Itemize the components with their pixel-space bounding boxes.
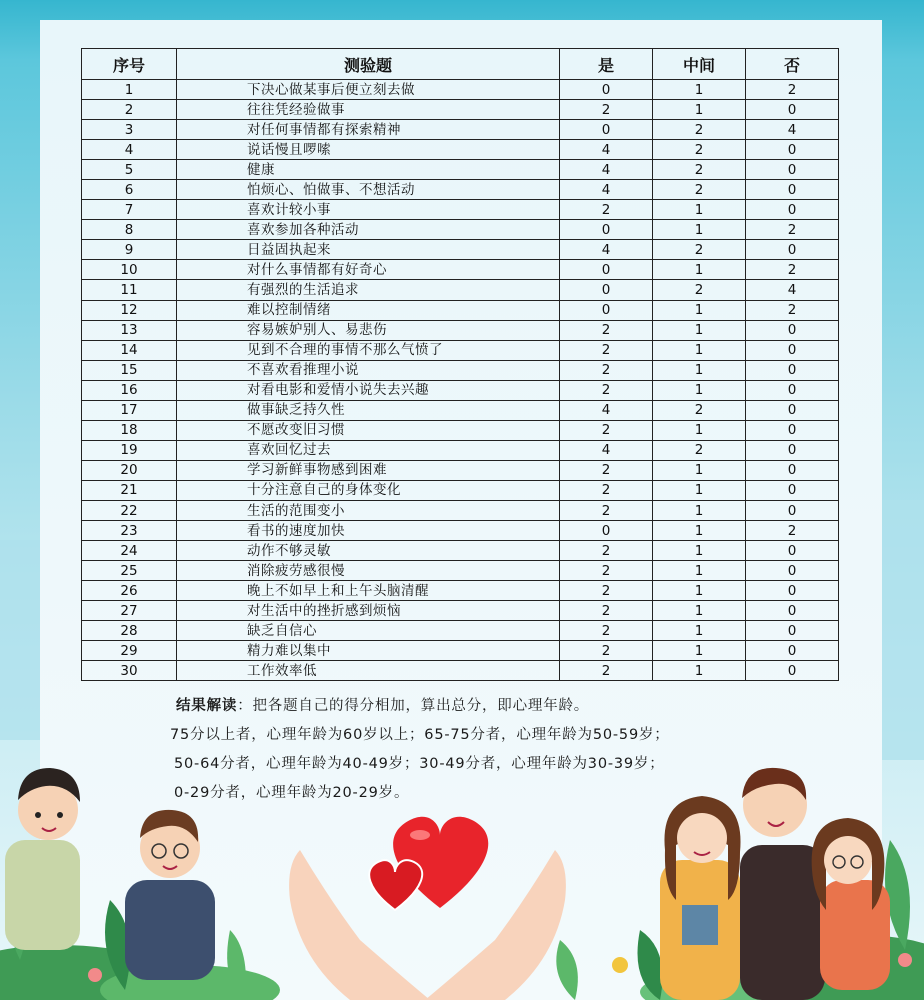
cell-number: 30 <box>82 661 177 681</box>
cell-yes: 2 <box>560 460 653 480</box>
result-line-1 <box>176 692 796 721</box>
cell-yes: 2 <box>560 200 653 220</box>
table-row <box>82 440 839 460</box>
cell-middle: 1 <box>653 360 746 380</box>
cell-question: 不愿改变旧习惯 <box>177 420 560 440</box>
cell-question: 不喜欢看推理小说 <box>177 360 560 380</box>
cell-yes: 2 <box>560 340 653 360</box>
cell-number: 1 <box>82 80 177 100</box>
table-row <box>82 220 839 240</box>
table-row <box>82 300 839 320</box>
cell-number: 20 <box>82 460 177 480</box>
cell-question: 怕烦心、怕做事、不想活动 <box>177 180 560 200</box>
table-row <box>82 380 839 400</box>
cell-middle: 1 <box>653 320 746 340</box>
table-row <box>82 100 839 120</box>
cell-middle: 1 <box>653 200 746 220</box>
cell-middle: 1 <box>653 621 746 641</box>
cell-yes: 4 <box>560 160 653 180</box>
cell-question: 学习新鲜事物感到困难 <box>177 460 560 480</box>
header-middle: 中间 <box>653 49 746 80</box>
cell-middle: 1 <box>653 460 746 480</box>
cell-yes: 4 <box>560 400 653 420</box>
result-label: 结果解读 <box>176 698 238 714</box>
cell-question: 生活的范围变小 <box>177 500 560 520</box>
cell-middle: 2 <box>653 400 746 420</box>
table-row <box>82 240 839 260</box>
cell-middle: 2 <box>653 180 746 200</box>
cell-no: 0 <box>746 180 839 200</box>
cell-yes: 2 <box>560 641 653 661</box>
result-line-3: 50-64分者，心理年龄为40-49岁；30-49分者，心理年龄为30-39岁； <box>174 756 665 772</box>
cell-no: 0 <box>746 320 839 340</box>
cell-question: 消除疲劳感很慢 <box>177 561 560 581</box>
cell-middle: 1 <box>653 260 746 280</box>
cell-no: 2 <box>746 260 839 280</box>
cell-no: 0 <box>746 200 839 220</box>
cell-yes: 2 <box>560 561 653 581</box>
cell-yes: 4 <box>560 140 653 160</box>
table-row <box>82 521 839 541</box>
cell-question: 对什么事情都有好奇心 <box>177 260 560 280</box>
cell-question: 日益固执起来 <box>177 240 560 260</box>
table-row <box>82 160 839 180</box>
cell-question: 喜欢计较小事 <box>177 200 560 220</box>
cell-number: 14 <box>82 340 177 360</box>
cell-number: 9 <box>82 240 177 260</box>
cell-yes: 2 <box>560 100 653 120</box>
cell-middle: 2 <box>653 240 746 260</box>
cell-middle: 1 <box>653 601 746 621</box>
cell-number: 26 <box>82 581 177 601</box>
cell-question: 看书的速度加快 <box>177 521 560 541</box>
cell-yes: 0 <box>560 300 653 320</box>
header-no: 否 <box>746 49 839 80</box>
cell-yes: 2 <box>560 320 653 340</box>
cell-question: 难以控制情绪 <box>177 300 560 320</box>
cell-no: 0 <box>746 400 839 420</box>
table-row <box>82 460 839 480</box>
cell-yes: 2 <box>560 601 653 621</box>
cell-no: 0 <box>746 420 839 440</box>
cell-middle: 1 <box>653 541 746 561</box>
cell-middle: 1 <box>653 561 746 581</box>
cell-number: 13 <box>82 320 177 340</box>
cell-number: 7 <box>82 200 177 220</box>
cell-yes: 2 <box>560 621 653 641</box>
cell-number: 29 <box>82 641 177 661</box>
cell-yes: 2 <box>560 661 653 681</box>
table-row <box>82 320 839 340</box>
cell-middle: 2 <box>653 120 746 140</box>
cell-middle: 1 <box>653 641 746 661</box>
cell-yes: 0 <box>560 280 653 300</box>
cell-yes: 0 <box>560 260 653 280</box>
cell-middle: 1 <box>653 100 746 120</box>
result-line-4: 0-29分者，心理年龄为20-29岁。 <box>174 785 410 801</box>
cell-question: 动作不够灵敏 <box>177 541 560 561</box>
cell-no: 0 <box>746 480 839 500</box>
cell-no: 0 <box>746 561 839 581</box>
cell-no: 0 <box>746 340 839 360</box>
cell-question: 缺乏自信心 <box>177 621 560 641</box>
table-row <box>82 260 839 280</box>
table-row <box>82 140 839 160</box>
cell-question: 精力难以集中 <box>177 641 560 661</box>
cell-no: 0 <box>746 641 839 661</box>
cell-question: 十分注意自己的身体变化 <box>177 480 560 500</box>
cell-yes: 2 <box>560 480 653 500</box>
cell-middle: 1 <box>653 581 746 601</box>
cell-question: 喜欢参加各种活动 <box>177 220 560 240</box>
table-row <box>82 80 839 100</box>
cell-no: 0 <box>746 380 839 400</box>
cell-middle: 1 <box>653 340 746 360</box>
result-line-2: 75分以上者，心理年龄为60岁以上；65-75分者，心理年龄为50-59岁； <box>170 727 670 743</box>
result-interpretation <box>170 692 796 808</box>
cell-middle: 1 <box>653 661 746 681</box>
cell-no: 0 <box>746 360 839 380</box>
city-silhouette <box>0 540 40 740</box>
cell-number: 18 <box>82 420 177 440</box>
table-row <box>82 601 839 621</box>
table-row <box>82 541 839 561</box>
quiz-table <box>81 48 839 681</box>
cell-no: 2 <box>746 220 839 240</box>
cell-number: 3 <box>82 120 177 140</box>
cell-yes: 2 <box>560 581 653 601</box>
cell-number: 28 <box>82 621 177 641</box>
cell-no: 4 <box>746 120 839 140</box>
cell-number: 11 <box>82 280 177 300</box>
table-row <box>82 641 839 661</box>
cell-yes: 4 <box>560 180 653 200</box>
cell-number: 12 <box>82 300 177 320</box>
cell-no: 0 <box>746 601 839 621</box>
cell-question: 往往凭经验做事 <box>177 100 560 120</box>
cell-yes: 0 <box>560 220 653 240</box>
cell-question: 对任何事情都有探索精神 <box>177 120 560 140</box>
cell-no: 0 <box>746 100 839 120</box>
cell-question: 有强烈的生活追求 <box>177 280 560 300</box>
cell-number: 2 <box>82 100 177 120</box>
table-row <box>82 480 839 500</box>
cell-no: 0 <box>746 661 839 681</box>
cell-yes: 4 <box>560 240 653 260</box>
cell-number: 10 <box>82 260 177 280</box>
cell-no: 0 <box>746 240 839 260</box>
cell-question: 工作效率低 <box>177 661 560 681</box>
cell-number: 22 <box>82 500 177 520</box>
cell-number: 27 <box>82 601 177 621</box>
table-row <box>82 621 839 641</box>
city-silhouette <box>882 500 924 760</box>
header-yes: 是 <box>560 49 653 80</box>
cell-number: 4 <box>82 140 177 160</box>
cell-yes: 2 <box>560 500 653 520</box>
table-row <box>82 500 839 520</box>
cell-question: 对生活中的挫折感到烦恼 <box>177 601 560 621</box>
cell-no: 0 <box>746 460 839 480</box>
cell-number: 19 <box>82 440 177 460</box>
cell-no: 2 <box>746 300 839 320</box>
cell-number: 24 <box>82 541 177 561</box>
cell-question: 健康 <box>177 160 560 180</box>
cell-middle: 2 <box>653 440 746 460</box>
cell-middle: 1 <box>653 480 746 500</box>
table-row <box>82 581 839 601</box>
table-row <box>82 561 839 581</box>
cell-middle: 1 <box>653 220 746 240</box>
cell-number: 6 <box>82 180 177 200</box>
cell-middle: 1 <box>653 420 746 440</box>
cell-middle: 1 <box>653 300 746 320</box>
cell-no: 0 <box>746 140 839 160</box>
cell-number: 17 <box>82 400 177 420</box>
cell-middle: 1 <box>653 80 746 100</box>
cell-yes: 0 <box>560 521 653 541</box>
cell-middle: 1 <box>653 521 746 541</box>
table-row <box>82 360 839 380</box>
header-question: 测验题 <box>177 49 560 80</box>
result-intro: ：把各题自己的得分相加，算出总分，即心理年龄。 <box>237 698 590 714</box>
cell-question: 下决心做某事后便立刻去做 <box>177 80 560 100</box>
cell-number: 23 <box>82 521 177 541</box>
table-row <box>82 120 839 140</box>
cell-number: 15 <box>82 360 177 380</box>
cell-number: 25 <box>82 561 177 581</box>
cell-middle: 2 <box>653 280 746 300</box>
cell-no: 0 <box>746 541 839 561</box>
table-row <box>82 400 839 420</box>
cell-middle: 2 <box>653 160 746 180</box>
table-row <box>82 280 839 300</box>
table-row <box>82 200 839 220</box>
table-row <box>82 180 839 200</box>
cell-no: 0 <box>746 160 839 180</box>
cell-number: 16 <box>82 380 177 400</box>
cell-number: 21 <box>82 480 177 500</box>
cell-question: 喜欢回忆过去 <box>177 440 560 460</box>
cell-yes: 2 <box>560 541 653 561</box>
cell-yes: 2 <box>560 420 653 440</box>
cell-question: 说话慢且啰嗦 <box>177 140 560 160</box>
cell-question: 对看电影和爱情小说失去兴趣 <box>177 380 560 400</box>
cell-question: 做事缺乏持久性 <box>177 400 560 420</box>
cell-number: 5 <box>82 160 177 180</box>
cell-question: 见到不合理的事情不那么气愤了 <box>177 340 560 360</box>
cell-no: 0 <box>746 621 839 641</box>
cell-no: 0 <box>746 581 839 601</box>
cell-no: 0 <box>746 500 839 520</box>
cell-yes: 2 <box>560 360 653 380</box>
cell-yes: 2 <box>560 380 653 400</box>
cell-no: 0 <box>746 440 839 460</box>
cell-number: 8 <box>82 220 177 240</box>
cell-no: 2 <box>746 80 839 100</box>
cell-yes: 4 <box>560 440 653 460</box>
table-row <box>82 420 839 440</box>
table-row <box>82 661 839 681</box>
cell-yes: 0 <box>560 120 653 140</box>
cell-question: 容易嫉妒别人、易悲伤 <box>177 320 560 340</box>
table-header-row <box>82 49 839 80</box>
table-row <box>82 340 839 360</box>
cell-middle: 1 <box>653 500 746 520</box>
header-number: 序号 <box>82 49 177 80</box>
cell-question: 晚上不如早上和上午头脑清醒 <box>177 581 560 601</box>
cell-middle: 1 <box>653 380 746 400</box>
cell-yes: 0 <box>560 80 653 100</box>
cell-no: 4 <box>746 280 839 300</box>
cell-no: 2 <box>746 521 839 541</box>
table-body <box>82 80 839 681</box>
cell-middle: 2 <box>653 140 746 160</box>
